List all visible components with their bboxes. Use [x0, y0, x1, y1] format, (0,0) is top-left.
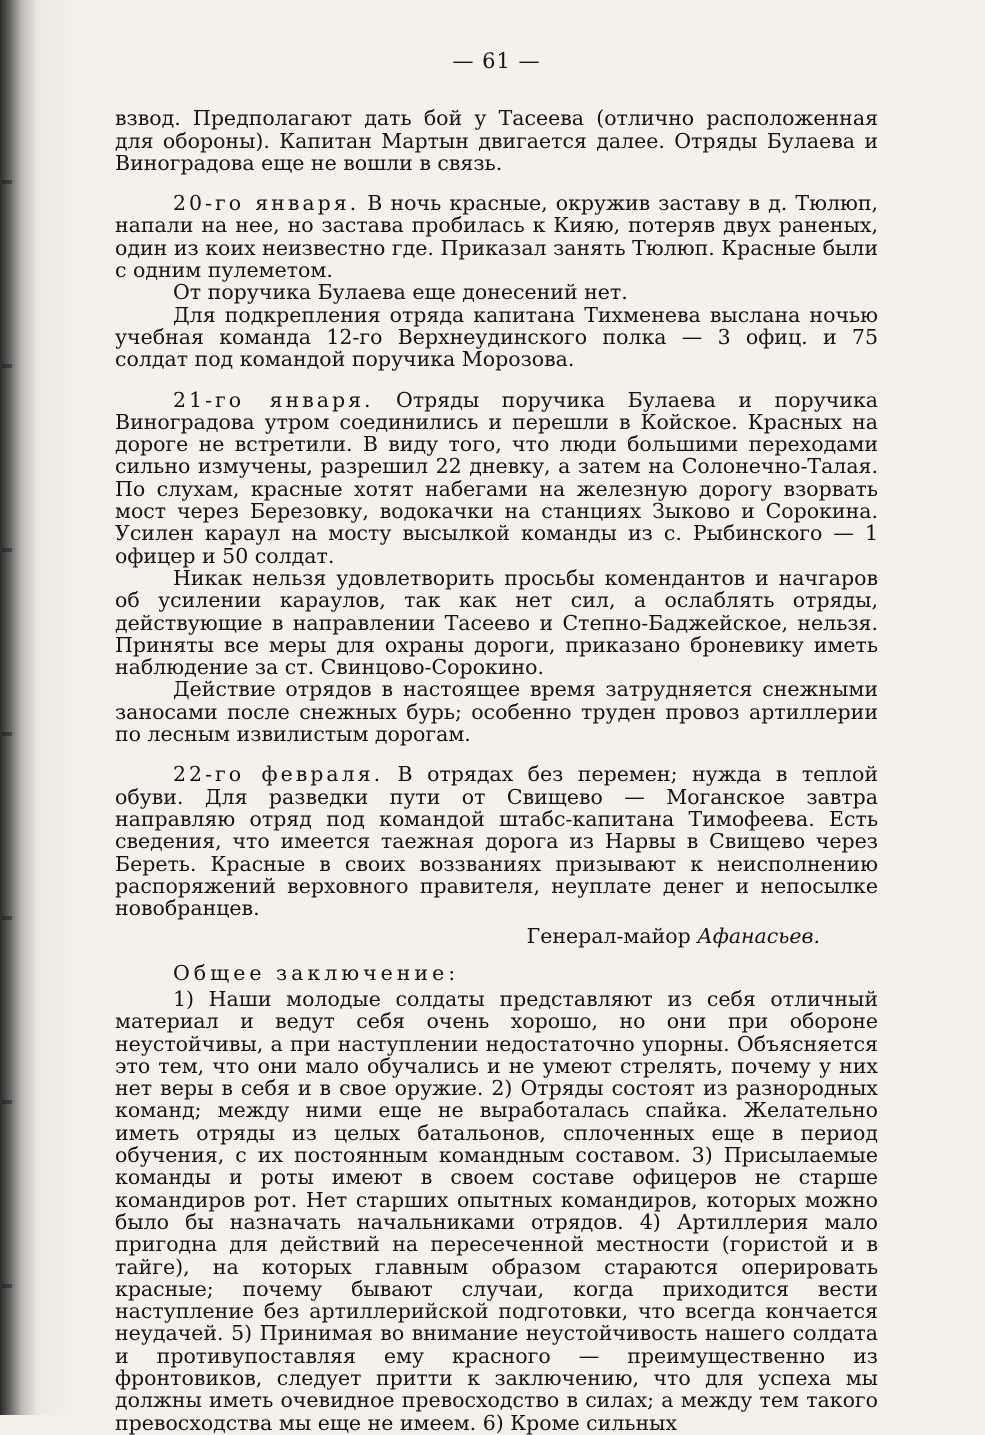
paragraph-reinforcement: Для подкрепления отряда капитана Тихменева выслана ночью учебная команда 12-го Верхнеудинского полка — 3 офиц. и 75 солдат под командой поручика Морозова. [115, 302, 878, 372]
signature-rank: Генерал-майор [526, 924, 698, 949]
conclusion-heading [115, 962, 878, 984]
conclusion-heading-text: Общее заключение: [173, 960, 460, 985]
paragraph-continuation: взвод. Предполагают дать бой у Тасеева (отлично расположенная для обороны). Капитан Мартын двигается далее. Отряды Булаева и Виноградова еще не вошли в связь. [115, 106, 878, 175]
entry-date: 22-го февраля. [173, 762, 384, 787]
entry-date: 21-го января. [173, 387, 374, 412]
book-spine [2, 0, 12, 1415]
paragraph-snow: Действие отрядов в настоящее время затрудняется снежными заносами после снежных бурь; особенно труден провоз артиллерии по лесным извилистым дорогам. [115, 677, 878, 747]
entry-text: В отрядах без перемен; нужда в теплой обуви. Для разведки пути от Свищево — Моганское завтра направляю отряд под командой штабс-капитана Тимофеева. Есть сведения, что имеется таежная дорога из Нарвы в Свищево через Береть. Красные в своих воззваниях призывают к неисполнению распоряжений верховного правителя, неуплате денег и непосылке новобранцев. [115, 762, 878, 921]
entry-text: В ночь красные, окружив заставу в д. Тюлюп, напали на нее, но застава пробилась к Кияю, потеряв двух раненых, один из коих неизвестно где. Приказал занять Тюлюп. Красные были с одним пулеметом. [115, 191, 878, 283]
entry-jan-20 [115, 192, 878, 281]
signature-name: Афанасьев. [697, 924, 820, 949]
entry-date: 20-го января. [173, 191, 360, 216]
conclusion-text: 1) Наши молодые солдаты представляют из себя отличный материал и ведут себя очень хорошо, но они при обороне неустойчивы, а при наступлении недостаточно упорны. Объясняется это тем, что они мало обучались и не умеют стрелять, почему у них нет веры в себя и в свое оружие. 2) Отряды состоят из разнородных команд; между ними еще не выработалась спайка. Желательно иметь отряды из целых батальонов, сплоченных еще в период обучения, с их постоянным командным составом. 3) Присылаемые команды и роты имеют в своем составе офицеров не старше командиров рот. Нет старших опытных командиров, которых можно было бы назначать начальниками отрядов. 4) Артиллерия мало пригодна для действий на пересеченной местности (гористой и в тайге), на которых главным образом стараются оперировать красные; почему бывают случаи, когда приходится вести наступление без артиллерийской подготовки, что всегда кончается неудачей. 5) Принимая во внимание неустойчивость нашего солдата и противупоставляя ему красного — преимущественно из фронтовиков, следует притти к заключению, что для успеха мы должны иметь очевидное превосходство в силах; а между тем такого превосходства мы еще не имеем. 6) Кроме сильных [115, 986, 878, 1435]
entry-jan-21 [115, 389, 878, 567]
signature [115, 925, 878, 947]
entry-text: Отряды поручика Булаева и поручика Виноградова утром соединились и перешли в Койское. Красных на дороге не встретили. В виду того, что люди большими переходами сильно измучены, разрешил 22 дневку, а затем на Солонечно-Талая. По слухам, красные хотят набегами на железную дорогу взорвать мост через Березовку, водокачки на станциях Зыково и Сорокина. Усилен караул на мосту высылкой команды из с. Рыбинского — 1 офицер и 50 солдат. [115, 387, 878, 568]
page-text [115, 50, 878, 1434]
page-number: — 61 — [452, 49, 541, 73]
entry-feb-22 [115, 763, 878, 919]
paragraph-bulaev: От поручика Булаева еще донесений нет. [173, 280, 628, 305]
paragraph-guards: Никак нельзя удовлетворить просьбы комендантов и начгаров об усилении караулов, так как нет сил, а ослаблять отряды, действующие в направлении Тасеево и Степно-Баджейское, нельзя. Приняты все меры для охраны дороги, приказано броневику иметь наблюдение за ст. Свинцово-Сорокино. [115, 565, 878, 680]
